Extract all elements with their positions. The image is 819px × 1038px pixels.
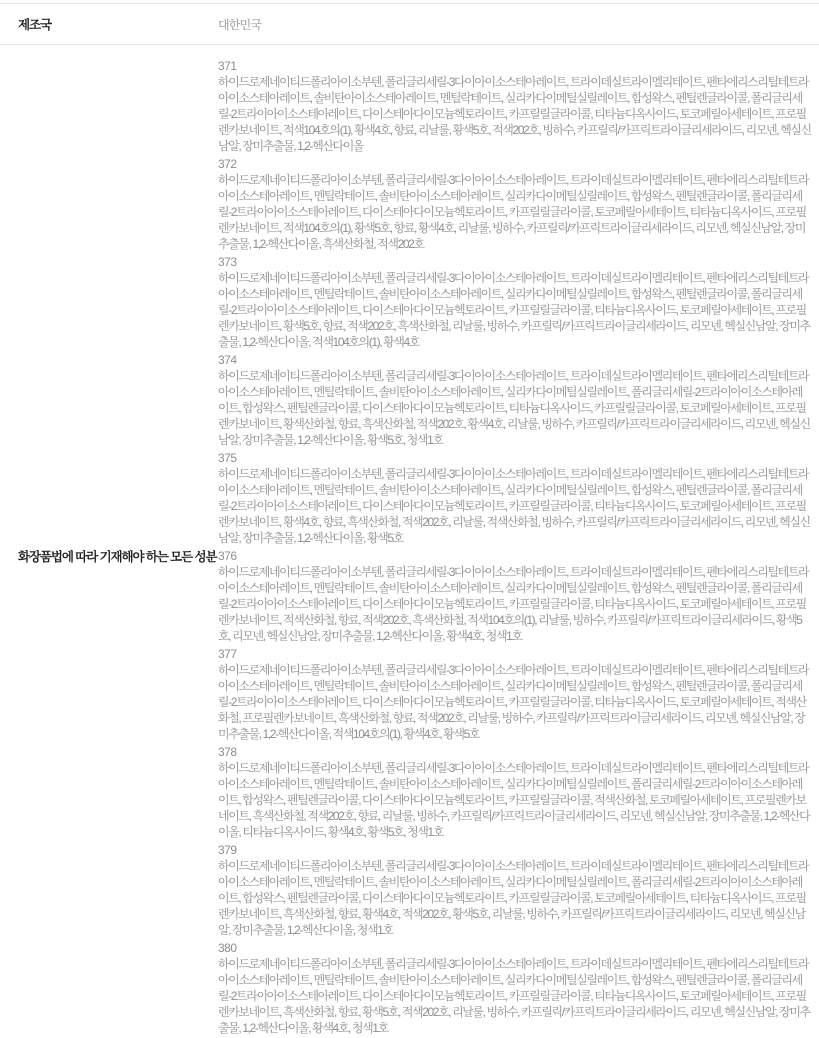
ingredient-entry-number: 378 (218, 745, 237, 759)
product-info-page (0, 3, 819, 1035)
ingredient-entry-number: 377 (218, 647, 237, 661)
ingredients-list (200, 45, 819, 1038)
ingredient-entry-text: 하이드로제네이티드폴리아이소부텐, 폴리글리세릴-3다이아이소스테아레이트, 트라이데실트라이멜리테이트, 펜타에리스리틸테트라아이소스테아레이트, 멘틸락테이트, 솔비탄아이소스테아레이트, 실리카다이메틸실릴레이트, 합성왁스, 펜틸렌글라이콜, 폴리글리세릴-2트라이아이소스테아레이트, 다이스테아다이모늄헥토라이트, 카프릴릴글라이콜, 티타늄디옥사이드, 토코페릴아세테이트, 프로필렌카보네이트, 황색4호, 향료, 흑색산화철, 적색202호, 리날룰, 적색산화철, 빙하수, 카프릴릭/카프릭트라이글리세라이드, 리모넨, 헥실신남알, 장미추출물, 1,2-헥산다이올, 황색5호 (218, 467, 810, 545)
ingredient-entry-text: 하이드로제네이티드폴리아이소부텐, 폴리글리세릴-3다이아이소스테아레이트, 트라이데실트라이멜리테이트, 펜타에리스리틸테트라아이소스테아레이트, 멘틸락테이트, 솔비탄아이소스테아레이트, 실리카다이메틸실릴레이트, 합성왁스, 펜틸렌글라이콜, 폴리글리세릴-2트라이아이소스테아레이트, 다이스테아다이모늄헥토라이트, 카프릴릴글라이콜, 티타늄디옥사이드, 토코페릴아세테이트, 적색산화철, 프로필렌카보네이트, 흑색산화철, 향료, 적색202호, 리날룰, 빙하수, 카프릴릭/카프릭트라이글리세라이드, 리모넨, 헥실신남알, 장미추출물, 1,2-헥산다이올, 적색104호의(1), 황색4호, 황색5호 (218, 663, 809, 741)
ingredient-entry (218, 156, 812, 252)
ingredient-entry-text: 하이드로제네이티드폴리아이소부텐, 폴리글리세릴-3다이아이소스테아레이트, 트라이데실트라이멜리테이트, 펜타에리스리틸테트라아이소스테아레이트, 멘틸락테이트, 솔비탄아이소스테아레이트, 실리카다이메틸실릴레이트, 폴리글리세릴-2트라이아이소스테아레이트, 합성왁스, 펜틸렌글라이콜, 다이스테아다이모늄헥토라이트, 티타늄디옥사이드, 카프릴릴글라이콜, 토코페릴아세테이트, 프로필렌카보네이트, 황색산화철, 향료, 흑색산화철, 적색202호, 황색4호, 리날룰, 빙하수, 카프릴릭/카프릭트라이글리세라이드, 리모넨, 헥실신남알, 장미추출물, 1,2-헥산다이올, 황색5호, 청색1호 (218, 369, 810, 447)
ingredient-entry-number: 375 (218, 451, 237, 465)
manufacture-country-value: 대한민국 (218, 17, 262, 32)
ingredient-entry-text: 하이드로제네이티드폴리아이소부텐, 폴리글리세릴-3다이아이소스테아레이트, 트라이데실트라이멜리테이트, 펜타에리스리틸테트라아이소스테아레이트, 멘틸락테이트, 솔비탄아이소스테아레이트, 실리카다이메틸실릴레이트, 합성왁스, 펜틸렌글라이콜, 폴리글리세릴-2트라이아이소스테아레이트, 다이스테아다이모늄헥토라이트, 카프릴릴글라이콜, 티타늄디옥사이드, 토코페릴아세테이트, 프로필렌카보네이트, 적색산화철, 향료, 적색202호, 흑색산화철, 적색104호의(1), 리날룰, 빙하수, 카프릴릭/카프릭트라이글리세라이드, 황색5호, 리모넨, 헥실신남알, 장미추출물, 1,2-헥산다이올, 황색4호, 청색1호 (218, 565, 809, 643)
ingredient-entry-text: 하이드로제네이티드폴리아이소부텐, 폴리글리세릴-3다이아이소스테아레이트, 트라이데실트라이멜리테이트, 펜타에리스리틸테트라아이소스테아레이트, 멘틸락테이트, 솔비탄아이소스테아레이트, 실리카다이메틸실릴레이트, 합성왁스, 펜틸렌글라이콜, 폴리글리세릴-2트라이아이소스테아레이트, 다이스테아다이모늄헥토라이트, 카프릴릴글라이콜, 토코페릴아세테이트, 티타늄디옥사이드, 프로필렌카보네이트, 적색104호의(1), 황색5호, 향료, 황색4호, 리날룰, 빙하수, 카프릴릭/카프릭트라이글리세라이드, 리모넨, 헥실신남알, 장미추출물, 1,2-헥산다이올, 흑색산화철, 적색202호 (218, 173, 809, 251)
ingredient-entry (218, 450, 812, 546)
ingredient-entry-text: 하이드로제네이티드폴리아이소부텐, 폴리글리세릴-3다이아이소스테아레이트, 트라이데실트라이멜리테이트, 펜타에리스리틸테트라아이소스테아레이트, 멘틸락테이트, 솔비탄아이소스테아레이트, 실리카다이메틸실릴레이트, 합성왁스, 펜틸렌글라이콜, 폴리글리세릴-2트라이아이소스테아레이트, 다이스테아다이모늄헥토라이트, 카프릴릴글라이콜, 티타늄디옥사이드, 토코페릴아세테이트, 프로필렌카보네이트, 흑색산화철, 향료, 황색5호, 적색202호, 리날룰, 빙하수, 카프릴릭/카프릭트라이글리세라이드, 리모넨, 헥실신남알, 장미추출물, 1,2-헥산다이올, 황색4호, 청색1호 (218, 957, 810, 1035)
ingredient-entry (218, 940, 812, 1036)
table-row-manufacture-country (0, 4, 819, 45)
ingredient-entry-text: 하이드로제네이티드폴리아이소부텐, 폴리글리세릴-3다이아이소스테아레이트, 트라이데실트라이멜리테이트, 펜타에리스리틸테트라아이소스테아레이트, 솔비탄아이소스테아레이트, 멘틸락테이트, 실리카다이메틸실릴레이트, 합성왁스, 펜틸렌글라이콜, 폴리글리세릴-2트라이아이소스테아레이트, 다이스테아다이모늄헥토라이트, 카프릴릴글라이콜, 티타늄디옥사이드, 토코페릴아세테이트, 프로필렌카보네이트, 적색104호의(1), 황색4호, 향료, 리날룰, 황색5호, 적색202호, 빙하수, 카프릴릭/카프릭트라이글리세라이드, 리모넨, 헥실신남알, 장미추출물, 1,2-헥산다이올 (218, 75, 811, 153)
all-ingredients-label-cell (0, 45, 217, 1038)
manufacture-country-label: 제조국 (18, 18, 51, 32)
ingredient-entry-number: 372 (218, 157, 237, 171)
ingredient-entry-number: 376 (218, 549, 237, 563)
ingredient-entry (218, 352, 812, 448)
ingredient-entry-number: 374 (218, 353, 237, 367)
ingredient-entry-text: 하이드로제네이티드폴리아이소부텐, 폴리글리세릴-3다이아이소스테아레이트, 트라이데실트라이멜리테이트, 펜타에리스리틸테트라아이소스테아레이트, 멘틸락테이트, 솔비탄아이소스테아레이트, 실리카다이메틸실릴레이트, 폴리글리세릴-2트라이아이소스테아레이트, 합성왁스, 펜틸렌글라이콜, 다이스테아다이모늄헥토라이트, 카프릴릴글라이콜, 적색산화철, 토코페릴아세테이트, 프로필렌카보네이트, 흑색산화철, 적색202호, 향료, 리날룰, 빙하수, 카프릴릭/카프릭트라이글리세라이드, 리모넨, 헥실신남알, 장미추출물, 1,2-헥산다이올, 티타늄디옥사이드, 황색4호, 황색5호, 청색1호 (218, 761, 810, 839)
ingredient-entry (218, 842, 812, 938)
product-info-table (0, 3, 819, 1038)
ingredient-entry (218, 58, 812, 154)
ingredient-entry-number: 371 (218, 59, 237, 73)
ingredient-entry (218, 548, 812, 644)
ingredient-entry (218, 254, 812, 350)
table-row-all-ingredients (0, 45, 819, 1038)
ingredient-entry-number: 380 (218, 941, 237, 955)
ingredient-entry (218, 646, 812, 742)
ingredient-entry-text: 하이드로제네이티드폴리아이소부텐, 폴리글리세릴-3다이아이소스테아레이트, 트라이데실트라이멜리테이트, 펜타에리스리틸테트라아이소스테아레이트, 멘틸락테이트, 솔비탄아이소스테아레이트, 실리카다이메틸실릴레이트, 합성왁스, 펜틸렌글라이콜, 폴리글리세릴-2트라이아이소스테아레이트, 다이스테아다이모늄헥토라이트, 카프릴릴글라이콜, 티타늄디옥사이드, 토코페릴아세테이트, 프로필렌카보네이트, 황색5호, 향료, 적색202호, 흑색산화철, 리날룰, 빙하수, 카프릴릭/카프릭트라이글리세라이드, 리모넨, 헥실신남알, 장미추출물, 1,2-헥산다이올, 적색104호의(1), 황색4호 (218, 271, 810, 349)
all-ingredients-label: 화장품법에 따라 기재해야 하는 모든 성분 (18, 550, 217, 564)
ingredient-entry-number: 379 (218, 843, 237, 857)
ingredient-entry-text: 하이드로제네이티드폴리아이소부텐, 폴리글리세릴-3다이아이소스테아레이트, 트라이데실트라이멜리테이트, 펜타에리스리틸테트라아이소스테아레이트, 멘틸락테이트, 솔비탄아이소스테아레이트, 실리카다이메틸실릴레이트, 폴리글리세릴-2트라이아이소스테아레이트, 합성왁스, 펜틸렌글라이콜, 다이스테아다이모늄헥토라이트, 카프릴릴글라이콜, 토코페릴아세테이트, 티타늄디옥사이드, 프로필렌카보네이트, 흑색산화철, 향료, 황색4호, 적색202호, 황색5호, 리날룰, 빙하수, 카프릴릭/카프릭트라이글리세라이드, 리모넨, 헥실신남알, 장미추출물, 1,2-헥산다이올, 청색1호 (218, 859, 809, 937)
ingredient-entry (218, 744, 812, 840)
ingredient-entry-number: 373 (218, 255, 237, 269)
